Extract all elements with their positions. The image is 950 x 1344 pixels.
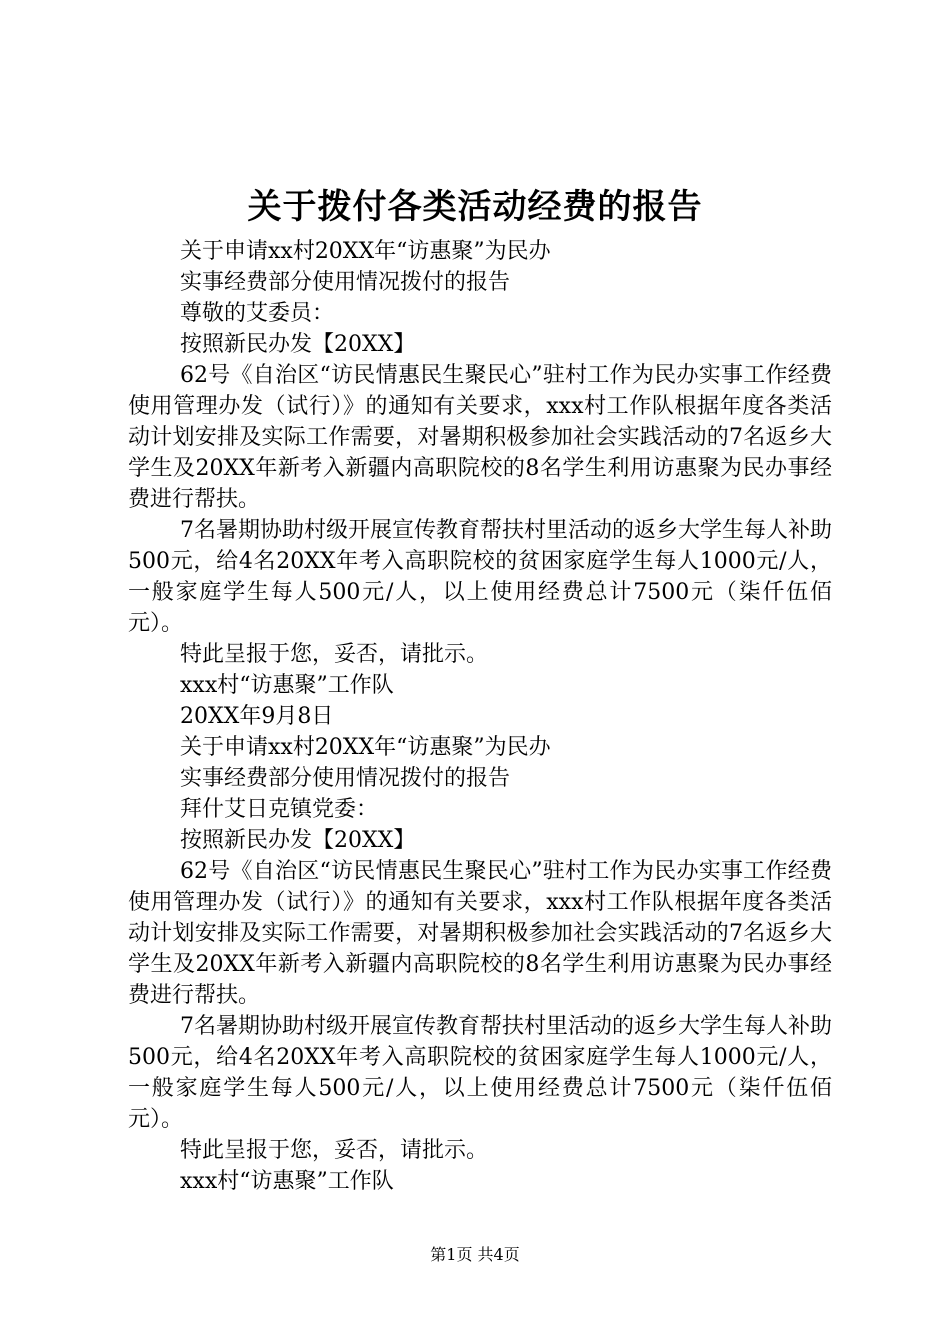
signer-line: xxx村“访惠聚”工作队 — [180, 673, 394, 698]
document-title: 关于拨付各类活动经费的报告 — [247, 187, 703, 227]
date-line: 20XX年9月8日 — [180, 704, 334, 729]
paragraph-policy: 62号《自治区“访民情惠民生聚民心”驻村工作为民办实事工作经费使用管理办发（试行）》的通知有关要求，xxx村工作队根据年度各类活动计划安排及实际工作需要，对暑期积极参加社会实践活动的7名返乡大学生及20XX年新考入新疆内高职院校的8名学生利用访惠聚为民办事经费进行帮扶。 — [128, 363, 832, 512]
paragraph-funding-b: 7名暑期协助村级开展宣传教育帮扶村里活动的返乡大学生每人补助500元，给4名20XX年考入高职院校的贫困家庭学生每人1000元/人，一般家庭学生每人500元/人，以上使用经费总计7500元（柒仟伍佰元）。 — [128, 1014, 832, 1132]
reference-line: 按照新民办发【20XX】 — [180, 332, 416, 357]
paragraph-policy-b: 62号《自治区“访民情惠民生聚民心”驻村工作为民办实事工作经费使用管理办发（试行）》的通知有关要求，xxx村工作队根据年度各类活动计划安排及实际工作需要，对暑期积极参加社会实践活动的7名返乡大学生及20XX年新考入新疆内高职院校的8名学生利用访惠聚为民办事经费进行帮扶。 — [128, 859, 832, 1008]
paragraph-funding: 7名暑期协助村级开展宣传教育帮扶村里活动的返乡大学生每人补助500元，给4名20XX年考入高职院校的贫困家庭学生每人1000元/人，一般家庭学生每人500元/人，以上使用经费总计7500元（柒仟伍佰元）。 — [128, 518, 832, 636]
heading-line-2b: 实事经费部分使用情况拨付的报告 — [180, 766, 511, 791]
heading-line-1: 关于申请xx村20XX年“访惠聚”为民办 — [180, 239, 551, 264]
page-number-footer: 第1页 共4页 — [430, 1245, 520, 1264]
reference-line-b: 按照新民办发【20XX】 — [180, 828, 416, 853]
salutation-b: 拜什艾日克镇党委： — [180, 797, 379, 822]
closing-line-b: 特此呈报于您，妥否，请批示。 — [180, 1138, 489, 1163]
signer-line-b: xxx村“访惠聚”工作队 — [180, 1169, 394, 1194]
salutation: 尊敬的艾委员： — [180, 301, 335, 326]
heading-line-2: 实事经费部分使用情况拨付的报告 — [180, 270, 511, 295]
heading-line-1b: 关于申请xx村20XX年“访惠聚”为民办 — [180, 735, 551, 760]
closing-line: 特此呈报于您，妥否，请批示。 — [180, 642, 489, 667]
document-body — [128, 236, 832, 1197]
